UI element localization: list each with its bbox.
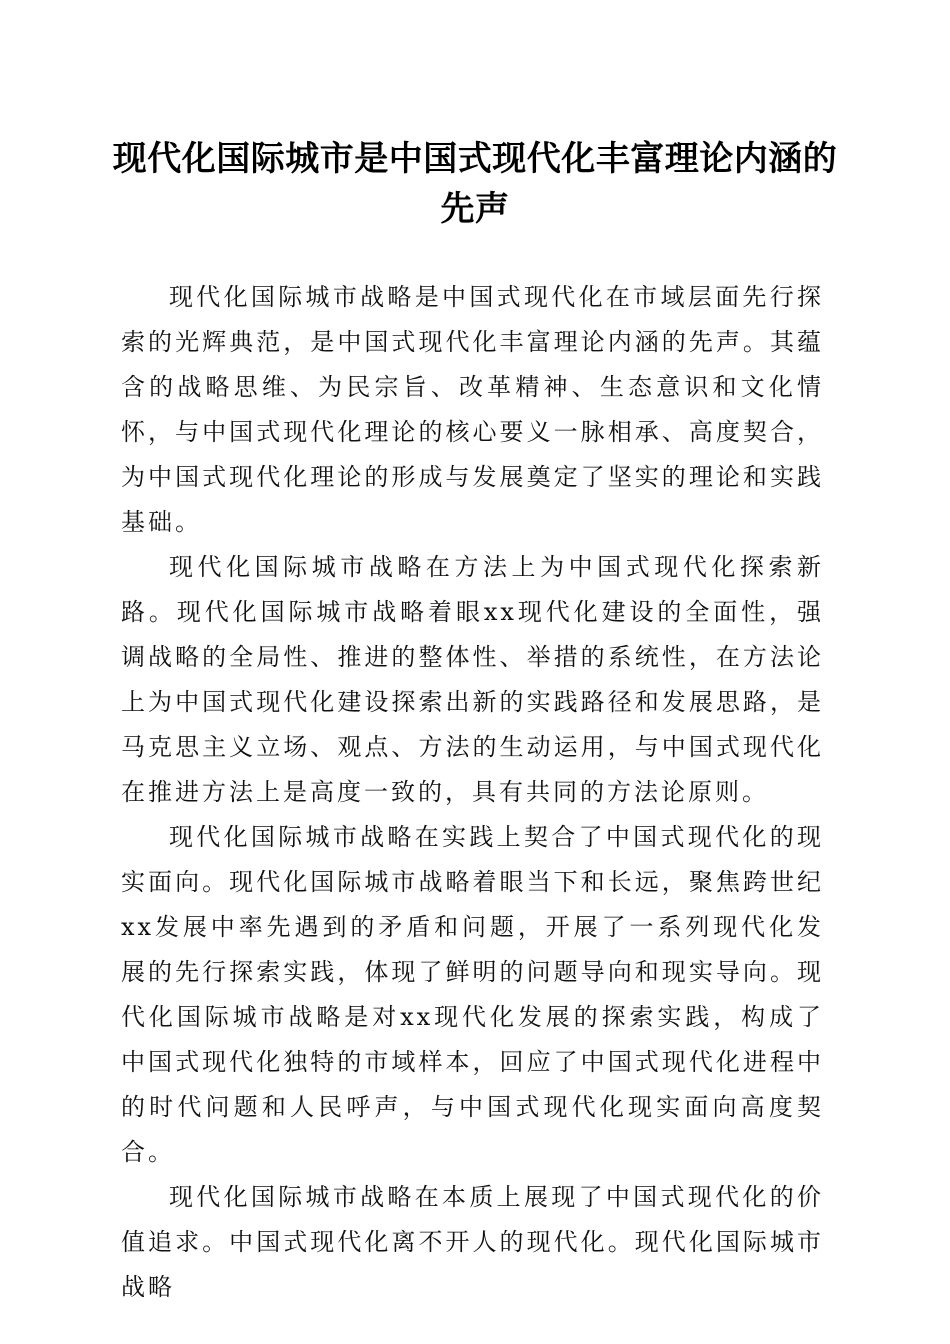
paragraph-1: 现代化国际城市战略是中国式现代化在市域层面先行探索的光辉典范，是中国式现代化丰富理论内涵的先声。其蕴含的战略思维、为民宗旨、改革精神、生态意识和文化情怀，与中国式现代化理论的核心要义一脉相承、高度契合，为中国式现代化理论的形成与发展奠定了坚实的理论和实践基础。 xyxy=(121,283,824,536)
paragraph-4: 现代化国际城市战略在本质上展现了中国式现代化的价值追求。中国式现代化离不开人的现代化。现代化国际城市战略 xyxy=(121,1183,824,1301)
document-body xyxy=(121,275,824,1310)
paragraph-2: 现代化国际城市战略在方法上为中国式现代化探索新路。现代化国际城市战略着眼xx现代化建设的全面性，强调战略的全局性、推进的整体性、举措的系统性，在方法论上为中国式现代化建设探索出新的实践路径和发展思路，是马克思主义立场、观点、方法的生动运用，与中国式现代化在推进方法上是高度一致的，具有共同的方法论原则。 xyxy=(121,553,824,806)
paragraph-3: 现代化国际城市战略在实践上契合了中国式现代化的现实面向。现代化国际城市战略着眼当下和长远，聚焦跨世纪xx发展中率先遇到的矛盾和问题，开展了一系列现代化发展的先行探索实践，体现了鲜明的问题导向和现实导向。现代化国际城市战略是对xx现代化发展的探索实践，构成了中国式现代化独特的市域样本，回应了中国式现代化进程中的时代问题和人民呼声，与中国式现代化现实面向高度契合。 xyxy=(121,823,824,1166)
document-title: 现代化国际城市是中国式现代化丰富理论内涵的先声 xyxy=(112,139,838,229)
